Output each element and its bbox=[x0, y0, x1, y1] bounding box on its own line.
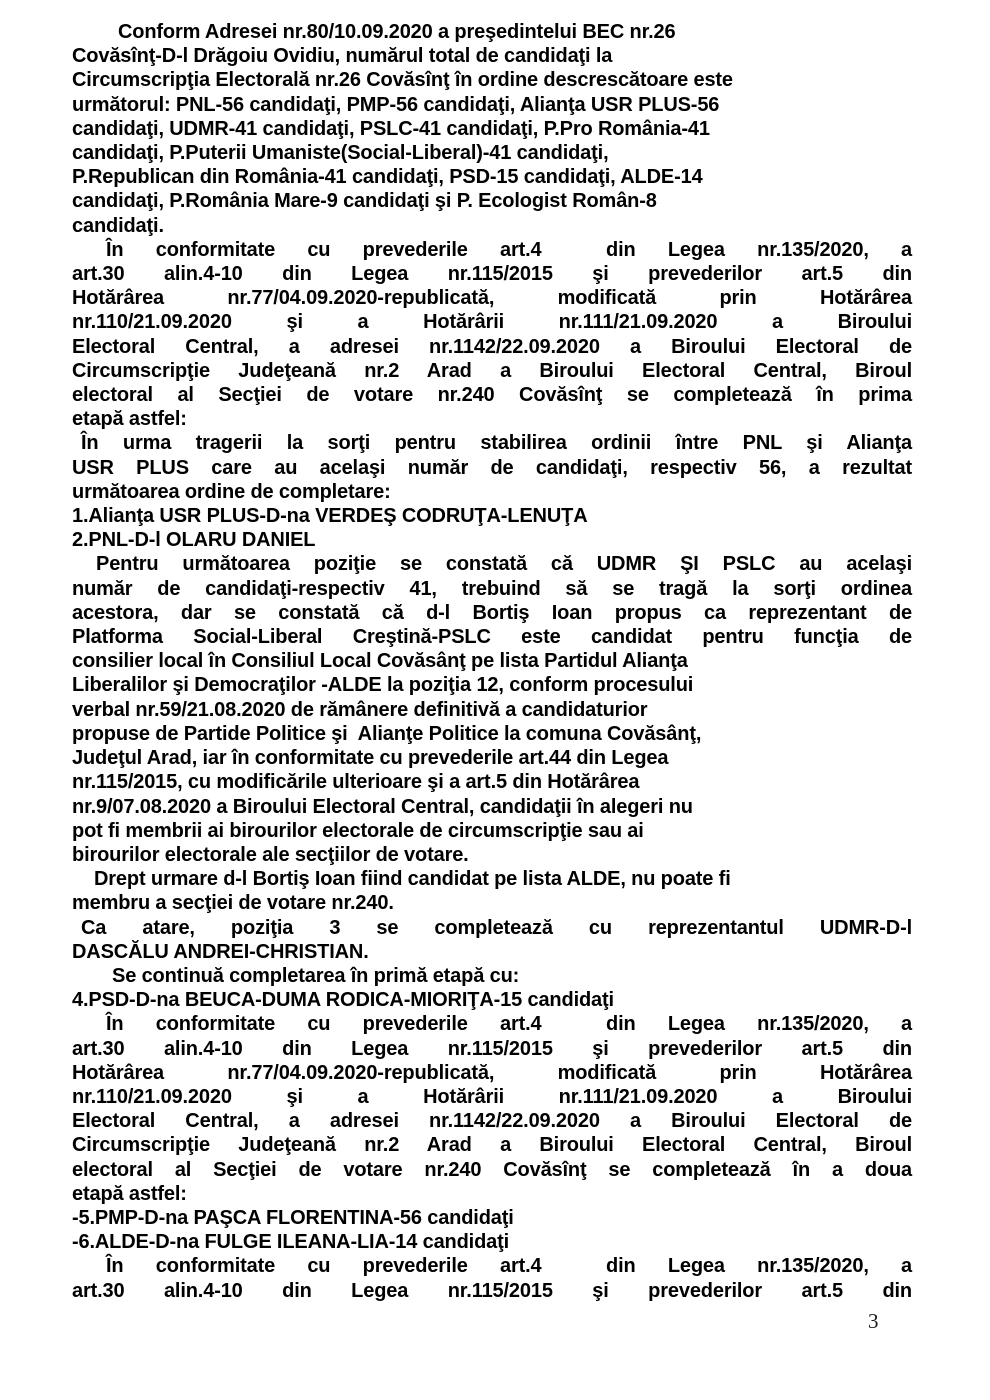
text-line: Liberalilor şi Democraţilor -ALDE la poziţia 12, conform procesului bbox=[72, 674, 694, 697]
text-line: propuse de Partide Politice şi Alianţe Politice la comuna Covăsânţ, bbox=[72, 722, 702, 745]
text-line: etapă astfel: bbox=[72, 408, 187, 431]
text-line: 2.PNL-D-l OLARU DANIEL bbox=[72, 529, 316, 552]
text-line: candidaţi, UDMR-41 candidaţi, PSLC-41 candidaţi, P.Pro România-41 bbox=[72, 117, 710, 140]
text-line: În conformitate cu prevederile art.4 din Legea nr.135/2020, a bbox=[106, 1013, 912, 1036]
text-line: În conformitate cu prevederile art.4 din Legea nr.135/2020, a bbox=[106, 1255, 912, 1278]
text-line: verbal nr.59/21.08.2020 de rămânere definitivă a candidaturior bbox=[72, 698, 648, 721]
text-line: Judeţul Arad, iar în conformitate cu prevederile art.44 din Legea bbox=[72, 747, 669, 770]
text-line: nr.9/07.08.2020 a Biroului Electoral Central, candidaţii în alegeri nu bbox=[72, 795, 693, 818]
text-line: art.30 alin.4-10 din Legea nr.115/2015 şi prevederilor art.5 din bbox=[72, 1279, 912, 1302]
page-number: 3 bbox=[868, 1309, 879, 1333]
text-line: DASCĂLU ANDREI-CHRISTIAN. bbox=[72, 940, 369, 963]
text-line: Ca atare, poziţia 3 se completează cu reprezentantul UDMR-D-l bbox=[81, 916, 912, 939]
text-line: birourilor electorale ale secţiilor de votare. bbox=[72, 843, 469, 866]
text-line: Platforma Social-Liberal Creştină-PSLC este candidat pentru funcţia de bbox=[72, 626, 912, 649]
text-line: nr.115/2015, cu modificările ulterioare şi a art.5 din Hotărârea bbox=[72, 771, 640, 794]
text-line: Hotărârea nr.77/04.09.2020-republicată, modificată prin Hotărârea bbox=[72, 1061, 912, 1084]
text-line: În conformitate cu prevederile art.4 din Legea nr.135/2020, a bbox=[106, 238, 912, 261]
text-line: Covăsînţ-D-l Drăgoiu Ovidiu, numărul total de candidaţi la bbox=[72, 45, 613, 68]
text-line: următoarea ordine de completare: bbox=[72, 480, 391, 503]
text-line: electoral al Secţiei de votare nr.240 Covăsînţ se completează în prima bbox=[72, 384, 912, 407]
text-line: număr de candidaţi-respectiv 41, trebuind să se tragă la sorţi ordinea bbox=[72, 577, 912, 600]
text-line: art.30 alin.4-10 din Legea nr.115/2015 şi prevederilor art.5 din bbox=[72, 1037, 912, 1060]
text-line: Circumscripţie Judeţeană nr.2 Arad a Biroului Electoral Central, Biroul bbox=[72, 1134, 912, 1157]
text-line: Circumscripţia Electorală nr.26 Covăsînţ în ordine descrescătoare este bbox=[72, 69, 733, 92]
text-line: Drept urmare d-l Bortiş Ioan fiind candidat pe lista ALDE, nu poate fi bbox=[94, 868, 731, 891]
text-line: membru a secţiei de votare nr.240. bbox=[72, 892, 394, 915]
document-body bbox=[72, 20, 912, 1303]
text-line: Circumscripţie Judeţeană nr.2 Arad a Biroului Electoral Central, Biroul bbox=[72, 359, 912, 382]
text-line: candidaţi, P.România Mare-9 candidaţi şi P. Ecologist Român-8 bbox=[72, 190, 657, 213]
text-line: nr.110/21.09.2020 şi a Hotărârii nr.111/21.09.2020 a Biroului bbox=[72, 311, 912, 334]
text-line: 4.PSD-D-na BEUCA-DUMA RODICA-MIORIŢA-15 candidaţi bbox=[72, 989, 614, 1012]
text-line: următorul: PNL-56 candidaţi, PMP-56 candidaţi, Alianţa USR PLUS-56 bbox=[72, 93, 720, 116]
text-line: Electoral Central, a adresei nr.1142/22.09.2020 a Biroului Electoral de bbox=[72, 1110, 912, 1133]
text-line: electoral al Secţiei de votare nr.240 Covăsînţ se completează în a doua bbox=[72, 1158, 912, 1181]
text-line: consilier local în Consiliul Local Covăsânţ pe lista Partidul Alianţa bbox=[72, 650, 688, 673]
text-line: Se continuă completarea în primă etapă cu: bbox=[112, 964, 520, 987]
text-line: candidaţi. bbox=[72, 214, 164, 237]
text-line: Pentru următoarea poziţie se constată că UDMR ŞI PSLC au acelaşi bbox=[96, 553, 912, 576]
text-line: nr.110/21.09.2020 şi a Hotărârii nr.111/21.09.2020 a Biroului bbox=[72, 1085, 912, 1108]
text-line: 1.Alianţa USR PLUS-D-na VERDEŞ CODRUŢA-LENUŢA bbox=[72, 505, 588, 528]
text-line: P.Republican din România-41 candidaţi, PSD-15 candidaţi, ALDE-14 bbox=[72, 166, 703, 189]
text-line: Hotărârea nr.77/04.09.2020-republicată, modificată prin Hotărârea bbox=[72, 287, 912, 310]
text-line: -5.PMP-D-na PAŞCA FLORENTINA-56 candidaţi bbox=[72, 1206, 514, 1229]
text-line: În urma tragerii la sorţi pentru stabilirea ordinii între PNL şi Alianţa bbox=[81, 432, 912, 455]
text-line: -6.ALDE-D-na FULGE ILEANA-LIA-14 candidaţi bbox=[72, 1231, 510, 1254]
text-line: Conform Adresei nr.80/10.09.2020 a preşedintelui BEC nr.26 bbox=[118, 21, 676, 43]
text-line: acestora, dar se constată că d-l Bortiş Ioan propus ca reprezentant de bbox=[72, 601, 912, 624]
text-line: etapă astfel: bbox=[72, 1182, 187, 1205]
text-line: art.30 alin.4-10 din Legea nr.115/2015 şi prevederilor art.5 din bbox=[72, 263, 912, 286]
text-line: USR PLUS care au acelaşi număr de candidaţi, respectiv 56, a rezultat bbox=[72, 456, 912, 479]
text-line: pot fi membrii ai birourilor electorale de circumscripţie sau ai bbox=[72, 819, 644, 842]
text-line: Electoral Central, a adresei nr.1142/22.09.2020 a Biroului Electoral de bbox=[72, 335, 912, 358]
text-line: candidaţi, P.Puterii Umaniste(Social-Liberal)-41 candidaţi, bbox=[72, 142, 609, 165]
